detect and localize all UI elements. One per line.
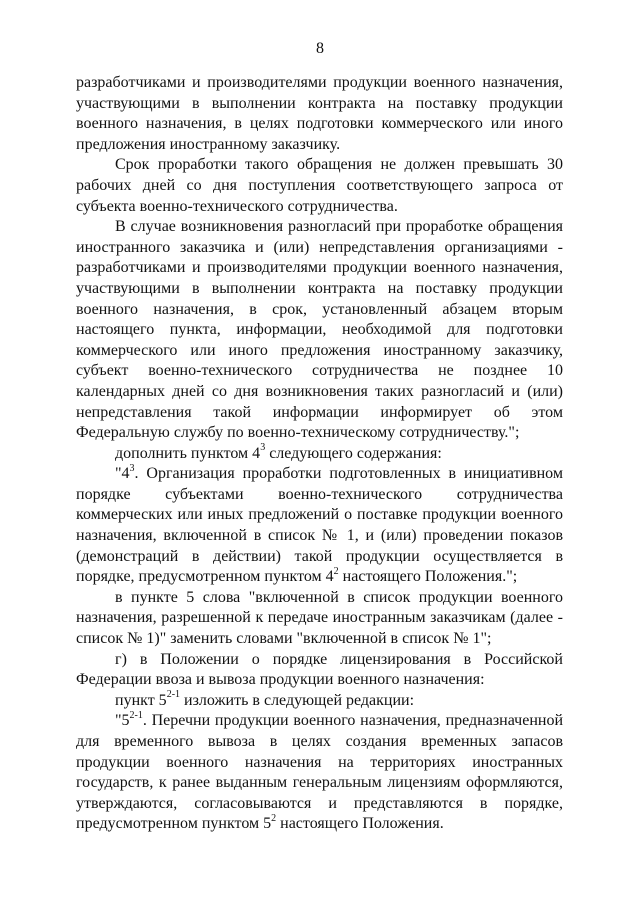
paragraph-text: настоящего Положения. (276, 815, 444, 833)
paragraph-text: настоящего Положения."; (338, 568, 518, 586)
superscript: 2 (271, 813, 277, 825)
paragraph-text: изложить в следующей редакции: (180, 691, 415, 709)
paragraph (76, 155, 563, 217)
paragraph-text: г) в Положении о порядке лицензирования в Российской Федерации ввоза и вывоза продукции военного назначения: (76, 650, 563, 689)
superscript: 3 (129, 462, 135, 474)
paragraph-text: . Перечни продукции военного назначения, предназначенной для временного вывоза в целях создания временных запасов продукции военного назначения на территориях иностранных государств, к ранее выданным генеральным лицензиям оформляются, утверждаются, согласовываются и представляются в порядке, предусмотренном пунктом 5 (76, 712, 563, 833)
paragraph-text: разработчиками и производителями продукции военного назначения, участвующими в выполнении контракта на поставку продукции военного назначения, в целях подготовки коммерческого или иного предложения иностранному заказчику. (76, 74, 563, 153)
paragraph (76, 691, 563, 712)
paragraph-text: "5 (115, 712, 130, 730)
paragraph (76, 650, 563, 691)
paragraph-text: в пункте 5 слова "включенной в список продукции военного назначения, разрешенной к передаче иностранным заказчикам (далее - список № 1)" заменить словами "включенной в список № 1"; (76, 588, 563, 648)
paragraph-text: пункт 5 (115, 691, 167, 709)
superscript: 2-1 (129, 710, 143, 722)
paragraph (76, 444, 563, 465)
superscript: 2-1 (166, 689, 181, 701)
paragraph-text: Срок проработки такого обращения не должен превышать 30 рабочих дней со дня поступления соответствующего запроса от субъекта военно-технического сотрудничества. (76, 156, 563, 215)
paragraph-text: . Организация проработки подготовленных в инициативном порядке субъектами военно-технического сотрудничества коммерческих или иных предложений о поставке продукции военного назначения, включенной в список № 1, и (или) проведении показов (демонстраций в действии) такой продукции осуществляется в порядке, предусмотренном пунктом 4 (76, 465, 563, 586)
superscript: 3 (260, 442, 266, 454)
paragraph (76, 217, 563, 444)
paragraph (76, 464, 563, 588)
paragraph-text: дополнить пунктом 4 (115, 444, 261, 462)
paragraph-text: В случае возникновения разногласий при проработке обращения иностранного заказчика и (или) непредставления организациями - разработчиками и производителями продукции военного назначения, участвующими в выполнении контракта на поставку продукции военного назначения, в срок, установленный абзацем вторым настоящего пункта, информации, необходимой для подготовки коммерческого или иного предложения иностранному заказчику, субъект военно-технического сотрудничества не позднее 10 календарных дней со дня возникновения таких разногласий и (или) непредставления такой информации информирует об этом Федеральную службу по военно-техническому сотрудничеству."; (76, 218, 563, 442)
superscript: 2 (333, 565, 339, 577)
paragraph (76, 588, 563, 650)
paragraph (76, 711, 563, 835)
paragraph (76, 73, 563, 155)
page-number: 8 (316, 40, 324, 57)
paragraph-text: следующего содержания: (265, 444, 442, 462)
paragraph-text: "4 (115, 465, 130, 483)
document-body (76, 73, 563, 835)
